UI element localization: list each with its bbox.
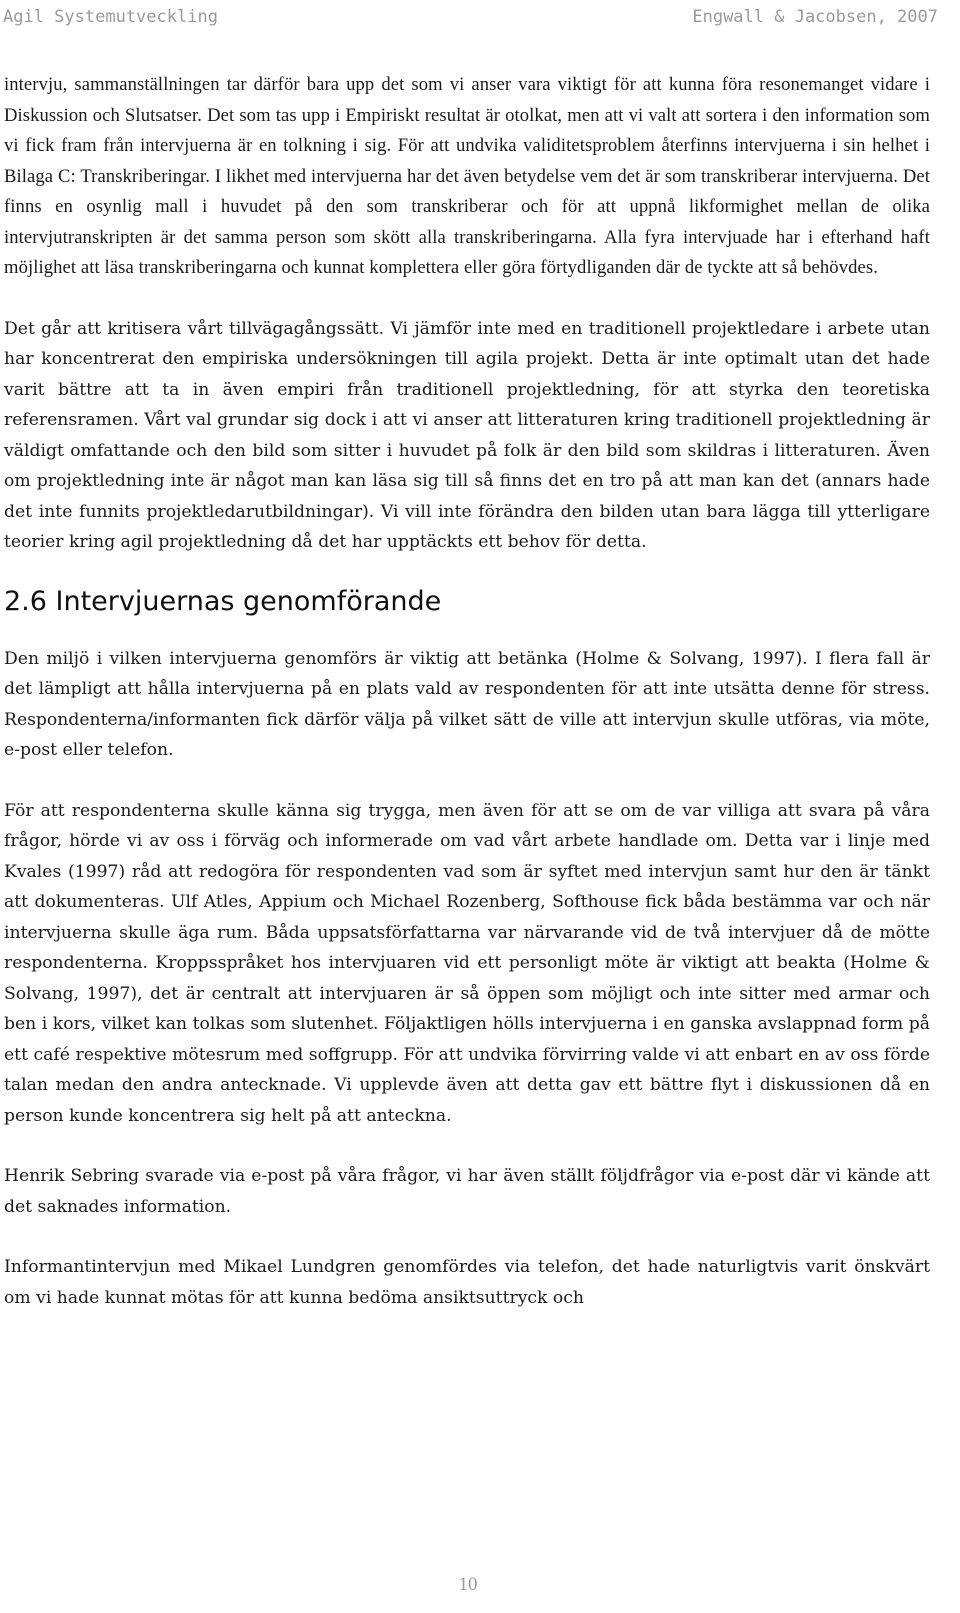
body-text — [4, 70, 930, 1313]
header-title: Agil Systemutveckling — [3, 6, 218, 27]
paragraph-interview-environment: Den miljö i vilken intervjuerna genomförs är viktig att betänka (Holme & Solvang, 1997). I flera fall är det lämpligt att hålla intervjuerna på en plats vald av respondenten för att inte utsätta denne för stress. Respondenterna/informanten fick därför välja på vilket sätt de ville att intervjun skulle utföras, via möte, e-post eller telefon. — [4, 648, 930, 760]
running-header — [0, 0, 960, 34]
header-authors: Engwall & Jacobsen, 2007 — [692, 6, 938, 27]
paragraph-method-summary: intervju, sammanställningen tar därför bara upp det som vi anser vara viktigt för att kunna föra resonemanget vidare i Diskussion och Slutsatser. Det som tas upp i Empiriskt resultat är otolkat, men att vi valt att sortera i den information som vi fick fram från intervjuerna är en tolkning i sig. För att undvika validitetsproblem återfinns intervjuerna i sin helhet i Bilaga C: Transkriberingar. I likhet med intervjuerna har det även betydelse vem det är som transkriberar intervjuerna. Det finns en osynlig mall i huvudet på den som transkriberar och för att uppnå likformighet mellan de olika intervjutranskripten är det samma person som skött alla transkriberingarna. Alla fyra intervjuade har i efterhand haft möjlighet att läsa transkriberingarna och kunnat komplettera eller göra förtydliganden där de tyckte att så behövdes. — [4, 74, 930, 278]
page-number: 10 — [458, 1574, 478, 1595]
paragraph-critique: Det går att kritisera vårt tillvägagångssätt. Vi jämför inte med en traditionell projektledare i arbete utan har koncentrerat den empiriska undersökningen till agila projekt. Detta är inte optimalt utan det hade varit bättre att ta in även empiri från traditionell projektledning, för att styrka den teoretiska referensramen. Vårt val grundar sig dock i att vi anser att litteraturen kring traditionell projektledning är väldigt omfattande och den bild som sitter i huvudet på folk är den bild som skildras i litteraturen. Även om projektledning inte är något man kan läsa sig till så finns det en tro på att man kan det (annars hade det inte funnits projektledarutbildningar). Vi vill inte förändra den bilden utan bara lägga till ytterligare teorier kring agil projektledning då det har upptäckts ett behov för detta. — [4, 318, 930, 552]
paragraph-phone-interview: Informantintervjun med Mikael Lundgren genomfördes via telefon, det hade naturligtvis varit önskvärt om vi hade kunnat mötas för att kunna bedöma ansiktsuttryck och — [4, 1257, 930, 1308]
paragraph-email-interview: Henrik Sebring svarade via e-post på våra frågor, vi har även ställt följdfrågor via e-post där vi kände att det saknades information. — [4, 1166, 930, 1217]
paragraph-respondent-comfort: För att respondenterna skulle känna sig trygga, men även för att se om de var villiga att svara på våra frågor, hörde vi av oss i förväg och informerade om vad vårt arbete handlade om. Detta var i linje med Kvales (1997) råd att redogöra för respondenten vad som är syftet med intervjun samt hur den är tänkt att dokumenteras. Ulf Atles, Appium och Michael Rozenberg, Softhouse fick båda bestämma var och när intervjuerna skulle äga rum. Båda uppsatsförfattarna var närvarande vid de två intervjuer då de mötte respondenterna. Kroppsspråket hos intervjuaren vid ett personligt möte är viktigt att beakta (Holme & Solvang, 1997), det är centralt att intervjuaren är så öppen som möjligt och inte sitter med armar och ben i kors, vilket kan tolkas som slutenhet. Följaktligen hölls intervjuerna i en ganska avslappnad form på ett café respektive mötesrum med soffgrupp. För att undvika förvirring valde vi att enbart en av oss förde talan medan den andra antecknade. Vi upplevde även att detta gav ett bättre flyt i diskussionen då en person kunde koncentrera sig helt på att anteckna. — [4, 800, 930, 1126]
section-heading: 2.6 Intervjuernas genomförande — [4, 585, 442, 617]
